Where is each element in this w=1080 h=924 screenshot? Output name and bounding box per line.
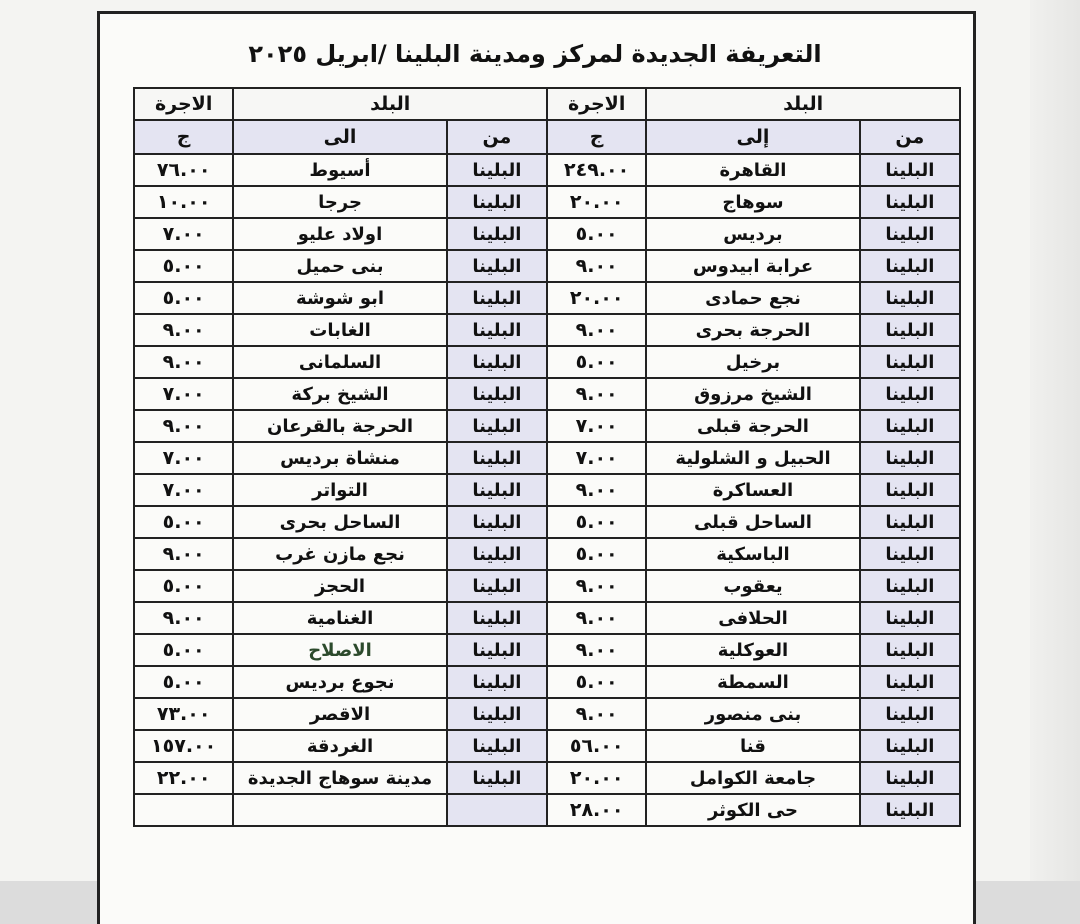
left-fare-cell [134, 794, 233, 826]
right-to-cell: الباسكية [646, 538, 859, 570]
right-to-cell: الحبيل و الشلولية [646, 442, 859, 474]
left-to-cell: اولاد عليو [233, 218, 446, 250]
right-from-cell: البلينا [860, 506, 960, 538]
right-to-cell: العساكرة [646, 474, 859, 506]
left-to-cell: الحجز [233, 570, 446, 602]
right-from-cell: البلينا [860, 378, 960, 410]
left-to-cell: نجوع برديس [233, 666, 446, 698]
table-row [134, 154, 960, 186]
left-from-cell [447, 794, 547, 826]
right-from-cell: البلينا [860, 666, 960, 698]
left-from-cell: البلينا [447, 282, 547, 314]
left-from-cell: البلينا [447, 538, 547, 570]
left-from-cell: البلينا [447, 186, 547, 218]
right-fare-header: الاجرة [547, 88, 646, 120]
right-fare-cell: ٢٨.٠٠ [547, 794, 646, 826]
right-fare-cell: ٧.٠٠ [547, 442, 646, 474]
right-from-cell: البلينا [860, 218, 960, 250]
right-from-cell: البلينا [860, 346, 960, 378]
table-row [134, 378, 960, 410]
table-row [134, 346, 960, 378]
right-to-cell: قنا [646, 730, 859, 762]
right-fare-cell: ٩.٠٠ [547, 570, 646, 602]
right-to-cell: الحرجة قبلى [646, 410, 859, 442]
left-fare-cell: ٢٢.٠٠ [134, 762, 233, 794]
right-currency-header: ج [547, 120, 646, 154]
right-from-cell: البلينا [860, 634, 960, 666]
left-from-cell: البلينا [447, 442, 547, 474]
left-from-cell: البلينا [447, 474, 547, 506]
table-row [134, 666, 960, 698]
left-fare-cell: ٥.٠٠ [134, 506, 233, 538]
table-row [134, 634, 960, 666]
right-fare-cell: ٩.٠٠ [547, 314, 646, 346]
left-to-cell: الاقصر [233, 698, 446, 730]
right-to-cell: الساحل قبلى [646, 506, 859, 538]
right-to-header: إلى [646, 120, 859, 154]
table-row [134, 506, 960, 538]
table-row [134, 570, 960, 602]
table-row [134, 442, 960, 474]
left-to-cell: بنى حميل [233, 250, 446, 282]
left-fare-cell: ٥.٠٠ [134, 250, 233, 282]
left-fare-cell: ٧٦.٠٠ [134, 154, 233, 186]
table-row [134, 602, 960, 634]
left-to-cell: الغابات [233, 314, 446, 346]
right-fare-cell: ٩.٠٠ [547, 378, 646, 410]
right-from-cell: البلينا [860, 538, 960, 570]
right-to-cell: يعقوب [646, 570, 859, 602]
left-from-cell: البلينا [447, 506, 547, 538]
right-to-cell: الحرجة بحرى [646, 314, 859, 346]
left-from-cell: البلينا [447, 602, 547, 634]
page-title: التعريفة الجديدة لمركز ومدينة البلينا /ابريل ٢٠٢٥ [248, 40, 822, 68]
left-to-cell: أسيوط [233, 154, 446, 186]
left-to-cell: الغردقة [233, 730, 446, 762]
left-fare-cell: ٧.٠٠ [134, 474, 233, 506]
right-to-cell: السمطة [646, 666, 859, 698]
table-header-row [134, 88, 960, 120]
table-row [134, 730, 960, 762]
left-from-cell: البلينا [447, 570, 547, 602]
table-row [134, 474, 960, 506]
table-row [134, 410, 960, 442]
left-fare-cell: ٩.٠٠ [134, 538, 233, 570]
fare-table-container [133, 87, 961, 827]
right-from-cell: البلينا [860, 762, 960, 794]
left-fare-cell: ٥.٠٠ [134, 634, 233, 666]
left-to-cell: الشيخ بركة [233, 378, 446, 410]
right-to-cell: برخيل [646, 346, 859, 378]
left-fare-cell: ٥.٠٠ [134, 570, 233, 602]
left-to-cell: الساحل بحرى [233, 506, 446, 538]
left-from-cell: البلينا [447, 218, 547, 250]
table-row [134, 218, 960, 250]
fare-table [133, 87, 961, 827]
right-fare-cell: ٩.٠٠ [547, 250, 646, 282]
left-fare-cell: ١٥٧.٠٠ [134, 730, 233, 762]
left-to-cell: الغنامية [233, 602, 446, 634]
right-fare-cell: ٢٠.٠٠ [547, 282, 646, 314]
table-row [134, 186, 960, 218]
left-fare-cell: ٩.٠٠ [134, 602, 233, 634]
left-to-cell: جرجا [233, 186, 446, 218]
left-fare-cell: ٥.٠٠ [134, 666, 233, 698]
left-group-header: البلد [233, 88, 547, 120]
right-from-cell: البلينا [860, 602, 960, 634]
left-from-cell: البلينا [447, 730, 547, 762]
right-fare-cell: ٧.٠٠ [547, 410, 646, 442]
left-fare-cell: ٩.٠٠ [134, 314, 233, 346]
left-from-cell: البلينا [447, 378, 547, 410]
left-from-cell: البلينا [447, 346, 547, 378]
right-fare-cell: ٢٤٩.٠٠ [547, 154, 646, 186]
left-fare-cell: ٧٣.٠٠ [134, 698, 233, 730]
table-row [134, 250, 960, 282]
left-from-cell: البلينا [447, 314, 547, 346]
left-from-cell: البلينا [447, 154, 547, 186]
right-to-cell: القاهرة [646, 154, 859, 186]
right-from-cell: البلينا [860, 442, 960, 474]
right-fare-cell: ٩.٠٠ [547, 602, 646, 634]
right-to-cell: الشيخ مرزوق [646, 378, 859, 410]
table-row [134, 538, 960, 570]
left-from-cell: البلينا [447, 666, 547, 698]
right-fare-cell: ٥٦.٠٠ [547, 730, 646, 762]
table-row [134, 794, 960, 826]
right-to-cell: برديس [646, 218, 859, 250]
left-to-cell: نجع مازن غرب [233, 538, 446, 570]
right-from-cell: البلينا [860, 282, 960, 314]
right-to-cell: جامعة الكوامل [646, 762, 859, 794]
right-from-cell: البلينا [860, 186, 960, 218]
right-to-cell: عرابة ابيدوس [646, 250, 859, 282]
left-from-header: من [447, 120, 547, 154]
left-to-cell [233, 794, 446, 826]
right-to-cell: الحلافى [646, 602, 859, 634]
right-to-cell: سوهاج [646, 186, 859, 218]
table-subheader-row [134, 120, 960, 154]
right-from-header: من [860, 120, 960, 154]
left-to-header: الى [233, 120, 446, 154]
left-from-cell: البلينا [447, 762, 547, 794]
table-row [134, 282, 960, 314]
right-from-cell: البلينا [860, 474, 960, 506]
left-to-cell: ابو شوشة [233, 282, 446, 314]
left-to-cell: الاصلاح [233, 634, 446, 666]
page-edge-shadow [1030, 0, 1080, 881]
left-fare-cell: ١٠.٠٠ [134, 186, 233, 218]
right-fare-cell: ٢٠.٠٠ [547, 762, 646, 794]
left-from-cell: البلينا [447, 250, 547, 282]
left-to-cell: السلمانى [233, 346, 446, 378]
left-currency-header: ج [134, 120, 233, 154]
left-to-cell: التواتر [233, 474, 446, 506]
right-fare-cell: ٥.٠٠ [547, 538, 646, 570]
right-from-cell: البلينا [860, 730, 960, 762]
right-fare-cell: ٥.٠٠ [547, 218, 646, 250]
right-to-cell: العوكلية [646, 634, 859, 666]
right-from-cell: البلينا [860, 570, 960, 602]
right-from-cell: البلينا [860, 410, 960, 442]
fare-table-body [134, 154, 960, 826]
left-to-cell: مدينة سوهاج الجديدة [233, 762, 446, 794]
right-to-cell: نجع حمادى [646, 282, 859, 314]
left-from-cell: البلينا [447, 410, 547, 442]
right-from-cell: البلينا [860, 698, 960, 730]
table-row [134, 698, 960, 730]
right-fare-cell: ٢٠.٠٠ [547, 186, 646, 218]
left-fare-cell: ٧.٠٠ [134, 378, 233, 410]
left-fare-cell: ٥.٠٠ [134, 282, 233, 314]
left-fare-cell: ٩.٠٠ [134, 410, 233, 442]
right-from-cell: البلينا [860, 314, 960, 346]
left-fare-cell: ٧.٠٠ [134, 442, 233, 474]
right-fare-cell: ٩.٠٠ [547, 698, 646, 730]
left-fare-cell: ٧.٠٠ [134, 218, 233, 250]
left-from-cell: البلينا [447, 634, 547, 666]
right-fare-cell: ٩.٠٠ [547, 634, 646, 666]
right-from-cell: البلينا [860, 250, 960, 282]
right-from-cell: البلينا [860, 154, 960, 186]
right-fare-cell: ٥.٠٠ [547, 506, 646, 538]
table-row [134, 762, 960, 794]
right-fare-cell: ٥.٠٠ [547, 666, 646, 698]
left-fare-cell: ٩.٠٠ [134, 346, 233, 378]
table-row [134, 314, 960, 346]
right-from-cell: البلينا [860, 794, 960, 826]
right-fare-cell: ٩.٠٠ [547, 474, 646, 506]
right-to-cell: حى الكوثر [646, 794, 859, 826]
right-to-cell: بنى منصور [646, 698, 859, 730]
left-from-cell: البلينا [447, 698, 547, 730]
right-group-header: البلد [646, 88, 960, 120]
left-to-cell: منشاة برديس [233, 442, 446, 474]
left-fare-header: الاجرة [134, 88, 233, 120]
right-fare-cell: ٥.٠٠ [547, 346, 646, 378]
left-to-cell: الحرجة بالقرعان [233, 410, 446, 442]
